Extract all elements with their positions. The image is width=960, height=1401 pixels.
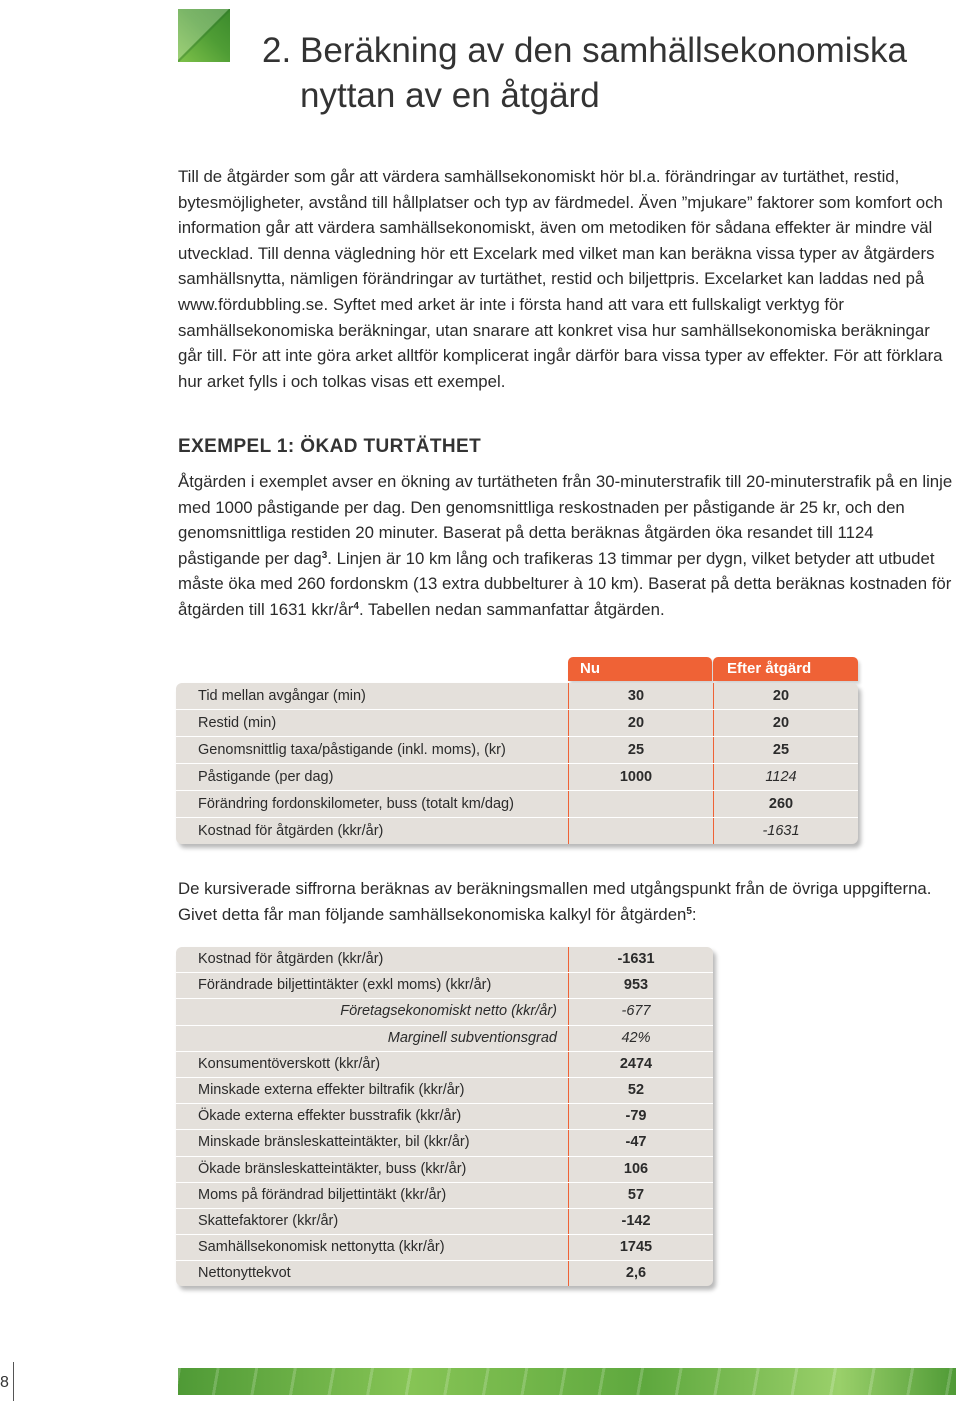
row-label: Nettonyttekvot: [198, 1265, 291, 1282]
row-label: Kostnad för åtgärden (kkr/år): [198, 951, 384, 967]
table-row: [176, 764, 858, 791]
row-label: Konsumentöverskott (kkr/år): [198, 1055, 381, 1072]
footer-leaf-strip: [178, 1368, 956, 1395]
value-efter: 25: [772, 742, 790, 758]
after-table-paragraph: [178, 876, 956, 927]
leaf-logo-icon: [178, 9, 230, 62]
value-nu: 30: [627, 688, 645, 704]
value-efter: 20: [772, 688, 790, 704]
table-row: [176, 1130, 713, 1156]
title-line-1: Beräkning av den samhällsekonomiska: [300, 31, 907, 70]
table-row: [176, 1183, 713, 1209]
example-heading: EXEMPEL 1: ÖKAD TURTÄTHET: [178, 436, 482, 457]
table-row: [176, 1026, 713, 1052]
table-row: [176, 818, 858, 844]
table-row: [176, 1235, 713, 1261]
row-label: Genomsnittlig taxa/påstigande (inkl. moms), (kr): [198, 742, 506, 758]
footnote-4: 4: [353, 600, 359, 612]
table-row: [176, 1209, 713, 1235]
row-value: 2,6: [625, 1265, 647, 1282]
value-efter: 260: [768, 796, 794, 812]
row-value: 57: [627, 1186, 645, 1203]
value-efter: 1124: [765, 769, 797, 785]
value-nu: 1000: [619, 769, 653, 785]
row-value: -47: [625, 1134, 647, 1151]
table-row: [176, 683, 858, 710]
row-value: -142: [621, 1212, 651, 1229]
row-label: Samhällsekonomisk nettonytta (kkr/år): [198, 1239, 445, 1256]
row-label: Förändrade biljettintäkter (exkl moms) (kkr/år): [198, 977, 492, 994]
title-line-2: nyttan av en åtgärd: [300, 76, 600, 115]
table-row: [176, 1261, 713, 1286]
row-label: Minskade bränsleskatteintäkter, bil (kkr/år): [198, 1134, 470, 1151]
row-value: 42%: [621, 1029, 651, 1046]
table-row: [176, 1104, 713, 1130]
after-table-text-1: De kursiverade siffrorna beräknas av beräkningsmallen med utgångspunkt från de övriga uppgifterna. Givet detta får man följande samhällsekonomiska kalkyl för åtgärden: [178, 879, 932, 924]
row-value: 106: [623, 1160, 649, 1177]
comparison-table: [176, 683, 858, 844]
example-text-3: . Tabellen nedan sammanfattar åtgärden.: [358, 599, 665, 619]
row-value: 2474: [619, 1055, 653, 1072]
table-row: [176, 1157, 713, 1183]
page-number-divider: [13, 1362, 14, 1401]
page-number: 8: [0, 1374, 9, 1391]
row-value: -677: [621, 1003, 651, 1020]
row-value: 1745: [619, 1239, 653, 1256]
column-header-efter: Efter åtgärd: [713, 657, 858, 681]
row-value: -79: [625, 1108, 647, 1125]
footnote-5: 5: [686, 905, 692, 917]
table-row: [176, 1078, 713, 1104]
table-row: [176, 999, 713, 1025]
row-label: Marginell subventionsgrad: [387, 1029, 557, 1046]
value-nu: 20: [627, 715, 645, 731]
intro-paragraph: Till de åtgärder som går att värdera samhällsekonomiskt hör bl.a. förändringar av turtäthet, restid, bytesmöjligheter, avstånd till hållplatser och typ av färdmedel. Även ”mjukare” faktorer som komfort och information går att värdera samhällsekonomiskt, även om metodiken för sådana effekter är mindre väl utvecklad. Till denna vägledning hör ett Excelark med vilket man kan beräkna vissa typer av åtgärders samhällsnytta, nämligen förändringar av turtäthet, restid och biljettpris. Excelarket kan laddas ned på www.fördubbling.se. Syftet med arket är inte i första hand att vara ett fullskaligt verktyg för samhällsekonomiska beräkningar, utan snarare att konkret visa hur samhällsekonomiska beräkningar går till. För att inte göra arket alltför komplicerat ingår därför bara vissa typer av effekter. För att förklara hur arket fylls i och tolkas visas ett exempel.: [178, 167, 943, 391]
chapter-number: 2.: [262, 31, 292, 70]
table-row: [176, 947, 713, 973]
row-label: Minskade externa effekter biltrafik (kkr/år): [198, 1081, 465, 1098]
row-label: Tid mellan avgångar (min): [198, 688, 366, 704]
table-row: [176, 791, 858, 818]
row-label: Påstigande (per dag): [198, 769, 334, 785]
column-header-nu: Nu: [568, 657, 712, 681]
row-label: Ökade bränsleskatteintäkter, buss (kkr/år): [198, 1160, 467, 1177]
table-row: [176, 737, 858, 764]
table-row: [176, 1052, 713, 1078]
example-text-1: Åtgärden i exemplet avser en ökning av turtätheten från 30-minuterstrafik till 20-minuterstrafik på en linje med 1000 påstigande per dag. Den genomsnittliga reskostnaden per påstigande är 25 kr, och den genomsnittliga restiden 20 minuter. Baserat på detta beräknas åtgärden öka resandet till 1124 påstigande per dag: [178, 472, 953, 568]
example-paragraph: [178, 469, 956, 623]
value-efter: 20: [772, 715, 790, 731]
row-label: Moms på förändrad biljettintäkt (kkr/år): [198, 1186, 447, 1203]
page-title: [262, 28, 952, 118]
row-label: Restid (min): [198, 715, 277, 731]
row-value: 953: [623, 977, 649, 994]
value-nu: 25: [627, 742, 645, 758]
row-label: Förändring fordonskilometer, buss (totalt km/dag): [198, 796, 514, 812]
footnote-3: 3: [321, 549, 328, 561]
table-row: [176, 973, 713, 999]
row-value: -1631: [617, 951, 655, 967]
example-text-2: . Linjen är 10 km lång och trafikeras 13 timmar per dygn, vilket betyder att utbudet måste öka med 260 fordonskm (13 extra dubbelturer à 10 km). Baserat på detta beräknas kostnaden för åtgärden till 1631 kkr/år: [178, 548, 952, 619]
row-label: Skattefaktorer (kkr/år): [198, 1212, 339, 1229]
value-efter: -1631: [762, 823, 800, 839]
after-table-text-2: :: [691, 904, 697, 924]
calculation-table: [176, 947, 713, 1286]
row-label: Kostnad för åtgärden (kkr/år): [198, 823, 384, 839]
table-row: [176, 710, 858, 737]
row-label: Företagsekonomiskt netto (kkr/år): [340, 1003, 557, 1020]
row-label: Ökade externa effekter busstrafik (kkr/år): [198, 1108, 462, 1125]
row-value: 52: [627, 1081, 645, 1098]
